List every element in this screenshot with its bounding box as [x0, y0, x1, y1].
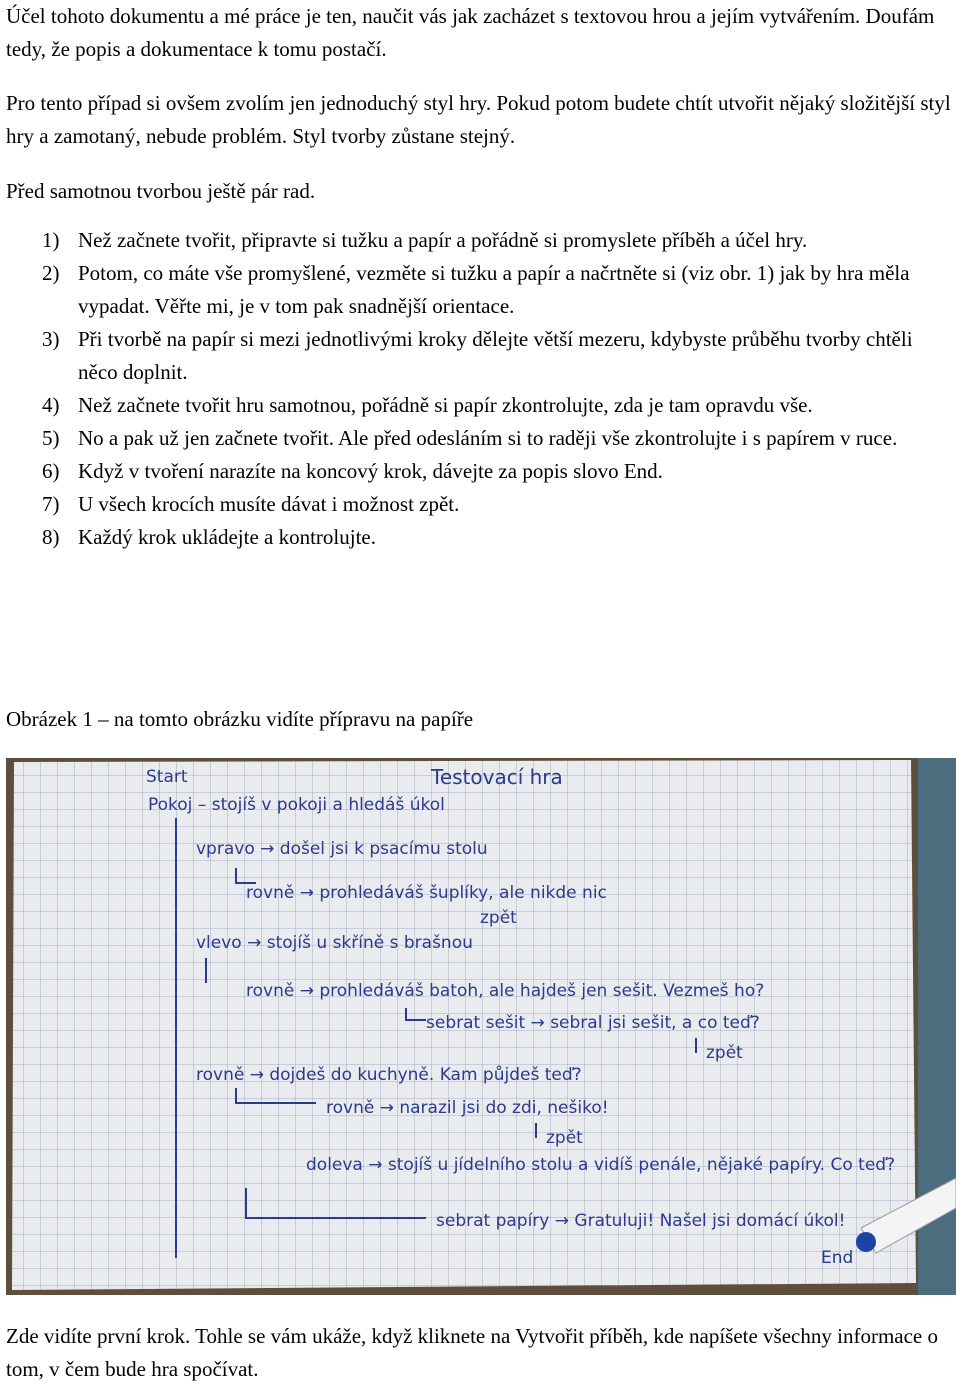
- list-item: 2) Potom, co máte vše promyšlené, vezměte si tužku a papír a načrtněte si (viz obr. 1) jak by hra měla vypadat. Věřte mi, je v tom pak snadnější orientace.: [42, 261, 910, 318]
- figure-caption: Obrázek 1 – na tomto obrázku vidíte přípravu na papíře: [6, 707, 474, 731]
- list-item: 5) No a pak už jen začnete tvořit. Ale před odesláním si to raději vše zkontrolujte i s papírem v ruce.: [42, 426, 898, 450]
- handwritten-line: sebrat papíry → Gratuluji! Našel jsi domácí úkol!: [436, 1211, 846, 1231]
- list-item: 7) U všech krocích musíte dávat i možnost zpět.: [42, 492, 460, 516]
- handwritten-line: Start: [146, 767, 188, 787]
- list-item: 8) Každý krok ukládejte a kontrolujte.: [42, 525, 376, 549]
- handwritten-line: vpravo → došel jsi k psacímu stolu: [196, 839, 488, 859]
- intro-paragraph-3: Před samotnou tvorbou ještě pár rad.: [6, 179, 316, 203]
- handwritten-line: Testovací hra: [431, 765, 563, 789]
- handwritten-line: zpět: [706, 1043, 743, 1063]
- handwritten-line: End: [821, 1248, 854, 1268]
- handwritten-line: rovně → prohledáváš batoh, ale hajdeš jen sešit. Vezmeš ho?: [246, 981, 765, 1001]
- handwritten-line: rovně → prohledáváš šuplíky, ale nikde nic: [246, 883, 607, 903]
- intro-paragraph-2: Pro tento případ si ovšem zvolím jen jednoduchý styl hry. Pokud potom budete chtít utvořit nějaký složitější styl hry a zamotaný, nebude problém. Styl tvorby zůstane stejný.: [6, 91, 951, 148]
- handwritten-line: zpět: [480, 908, 517, 928]
- sketch-svg: [6, 758, 956, 1295]
- intro-paragraph-1: Účel tohoto dokumentu a mé práce je ten, naučit vás jak zacházet s textovou hrou a jejím vytvářením. Doufám tedy, že popis a dokumentace k tomu postačí.: [6, 4, 935, 61]
- outro-paragraph: Zde vidíte první krok. Tohle se vám ukáže, když kliknete na Vytvořit příběh, kde napíšete všechny informace o tom, v čem bude hra spočívat.: [6, 1324, 938, 1381]
- tips-list: [42, 224, 954, 554]
- handwritten-line: vlevo → stojíš u skříně s brašnou: [196, 933, 473, 953]
- handwritten-line: rovně → dojdeš do kuchyně. Kam půjdeš teď?: [196, 1065, 582, 1085]
- handwritten-line: zpět: [546, 1128, 583, 1148]
- handwritten-sketch-photo: [6, 758, 956, 1295]
- list-item: 1) Než začnete tvořit, připravte si tužku a papír a pořádně si promyslete příběh a účel hry.: [42, 228, 808, 252]
- list-item: 4) Než začnete tvořit hru samotnou, pořádně si papír zkontrolujte, zda je tam opravdu vše.: [42, 393, 813, 417]
- handwritten-line: rovně → narazil jsi do zdi, nešiko!: [326, 1098, 609, 1118]
- list-item: 3) Při tvorbě na papír si mezi jednotlivými kroky dělejte větší mezeru, kdybyste průběhu tvorby chtěli něco doplnit.: [42, 327, 913, 384]
- handwritten-line: Pokoj – stojíš v pokoji a hledáš úkol: [148, 795, 445, 815]
- handwritten-line: sebrat sešit → sebral jsi sešit, a co teď?: [426, 1013, 760, 1033]
- handwritten-line: doleva → stojíš u jídelního stolu a vidíš penále, nějaké papíry. Co teď?: [306, 1155, 896, 1175]
- list-item: 6) Když v tvoření narazíte na koncový krok, dávejte za popis slovo End.: [42, 459, 663, 483]
